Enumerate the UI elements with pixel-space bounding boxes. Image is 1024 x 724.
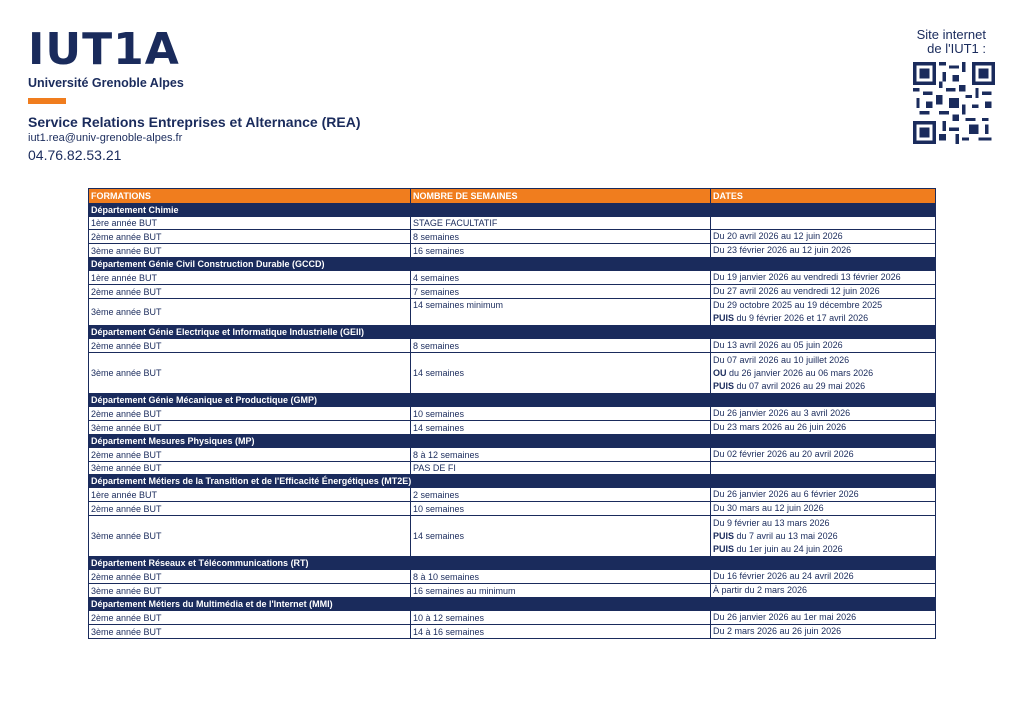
department-row xyxy=(89,475,936,488)
date-line xyxy=(713,380,933,393)
service-email[interactable]: iut1.rea@univ-grenoble-alpes.fr xyxy=(28,132,183,144)
date-text: Du 23 mars 2026 au 26 juin 2026 xyxy=(713,422,847,432)
table-row xyxy=(89,230,936,244)
dates-cell xyxy=(711,448,936,462)
department-name: Département Génie Civil Construction Durable (GCCD) xyxy=(89,258,936,271)
dates-cell xyxy=(711,462,936,475)
date-text: Du 2 mars 2026 au 26 juin 2026 xyxy=(713,626,842,636)
department-name: Département Métiers du Multimédia et de l'Internet (MMI) xyxy=(89,598,936,611)
formation-cell: 2ème année BUT xyxy=(89,230,411,244)
date-line xyxy=(713,285,933,298)
date-text: Du 27 avril 2026 au vendredi 12 juin 2026 xyxy=(713,286,880,296)
date-line xyxy=(713,625,933,638)
formation-cell: 2ème année BUT xyxy=(89,502,411,516)
formation-cell: 1ère année BUT xyxy=(89,217,411,230)
department-name: Département Génie Mécanique et Productique (GMP) xyxy=(89,394,936,407)
date-line xyxy=(713,312,933,325)
iut1-logo xyxy=(28,24,188,90)
date-line xyxy=(713,244,933,257)
service-title: Service Relations Entreprises et Alternance (REA) xyxy=(28,114,361,130)
weeks-cell: 16 semaines au minimum xyxy=(411,584,711,598)
table-row xyxy=(89,339,936,353)
date-text: À partir du 2 mars 2026 xyxy=(713,585,808,595)
department-row xyxy=(89,204,936,217)
formation-cell: 1ère année BUT xyxy=(89,488,411,502)
dates-cell xyxy=(711,339,936,353)
formation-cell: 3ème année BUT xyxy=(89,516,411,557)
weeks-cell: 14 semaines minimum xyxy=(411,299,711,326)
date-line xyxy=(713,611,933,624)
date-line xyxy=(713,407,933,420)
weeks-cell: 16 semaines xyxy=(411,244,711,258)
formation-cell: 3ème année BUT xyxy=(89,625,411,639)
table-row xyxy=(89,285,936,299)
date-text: du 7 avril au 13 mai 2026 xyxy=(734,530,838,541)
table-row xyxy=(89,244,936,258)
table-row xyxy=(89,570,936,584)
weeks-cell: 10 semaines xyxy=(411,407,711,421)
weeks-cell: 14 à 16 semaines xyxy=(411,625,711,639)
date-line xyxy=(713,367,933,380)
weeks-cell: 7 semaines xyxy=(411,285,711,299)
weeks-cell: 8 à 12 semaines xyxy=(411,448,711,462)
formation-cell: 3ème année BUT xyxy=(89,421,411,435)
dates-cell xyxy=(711,285,936,299)
logo-accent-bar xyxy=(28,98,66,104)
dates-cell xyxy=(711,611,936,625)
service-phone: 04.76.82.53.21 xyxy=(28,147,122,163)
department-row xyxy=(89,435,936,448)
weeks-cell: 8 semaines xyxy=(411,339,711,353)
table-row xyxy=(89,271,936,285)
weeks-cell: 4 semaines xyxy=(411,271,711,285)
table-row xyxy=(89,217,936,230)
table-body xyxy=(89,204,936,639)
weeks-cell: 14 semaines xyxy=(411,353,711,394)
formation-cell: 2ème année BUT xyxy=(89,407,411,421)
formation-cell: 2ème année BUT xyxy=(89,611,411,625)
date-line xyxy=(713,299,933,312)
table-row xyxy=(89,488,936,502)
date-line xyxy=(713,448,933,461)
dates-cell xyxy=(711,353,936,394)
formation-cell: 3ème année BUT xyxy=(89,462,411,475)
formation-cell: 3ème année BUT xyxy=(89,584,411,598)
date-text: Du 02 février 2026 au 20 avril 2026 xyxy=(713,449,854,459)
department-name: Département Métiers de la Transition et de l'Efficacité Énergétiques (MT2E) xyxy=(89,475,936,488)
date-text: Du 26 janvier 2026 au 6 février 2026 xyxy=(713,489,859,499)
date-line xyxy=(713,502,933,515)
weeks-cell: PAS DE FI xyxy=(411,462,711,475)
formation-cell: 2ème année BUT xyxy=(89,448,411,462)
department-row xyxy=(89,258,936,271)
dates-cell xyxy=(711,421,936,435)
department-name: Département Génie Electrique et Informatique Industrielle (GEII) xyxy=(89,326,936,339)
date-text: Du 16 février 2026 au 24 avril 2026 xyxy=(713,571,854,581)
date-text: du 9 février 2026 et 17 avril 2026 xyxy=(734,313,869,323)
logo-university: Université Grenoble Alpes xyxy=(28,76,184,90)
date-text: du 07 avril 2026 au 29 mai 2026 xyxy=(734,380,866,391)
date-text: Du 19 janvier 2026 au vendredi 13 février 2026 xyxy=(713,272,901,282)
formation-cell: 2ème année BUT xyxy=(89,570,411,584)
date-text: Du 9 février au 13 mars 2026 xyxy=(713,517,830,528)
table-row xyxy=(89,584,936,598)
qr-code-icon[interactable] xyxy=(913,62,995,144)
dates-cell xyxy=(711,217,936,230)
formation-cell: 3ème année BUT xyxy=(89,353,411,394)
table-row xyxy=(89,611,936,625)
date-line xyxy=(713,230,933,243)
weeks-cell: 14 semaines xyxy=(411,516,711,557)
logo-wordmark: IUT1A xyxy=(28,24,180,75)
formation-cell: 1ère année BUT xyxy=(89,271,411,285)
table-row xyxy=(89,353,936,394)
date-line xyxy=(713,488,933,501)
date-text: du 26 janvier 2026 au 06 mars 2026 xyxy=(726,367,874,378)
date-line xyxy=(713,543,933,556)
dates-cell xyxy=(711,516,936,557)
table-row xyxy=(89,448,936,462)
date-text: Du 30 mars au 12 juin 2026 xyxy=(713,503,824,513)
date-line xyxy=(713,517,933,530)
table-row xyxy=(89,502,936,516)
internship-schedule-table xyxy=(88,188,936,639)
date-line xyxy=(713,570,933,583)
department-name: Département Mesures Physiques (MP) xyxy=(89,435,936,448)
table-row xyxy=(89,462,936,475)
formation-cell: 3ème année BUT xyxy=(89,244,411,258)
formation-cell: 2ème année BUT xyxy=(89,285,411,299)
date-line xyxy=(713,339,933,352)
dates-cell xyxy=(711,570,936,584)
weeks-cell: 2 semaines xyxy=(411,488,711,502)
date-keyword: OU xyxy=(713,367,727,378)
dates-cell xyxy=(711,271,936,285)
date-keyword: PUIS xyxy=(713,313,735,323)
table-row xyxy=(89,516,936,557)
weeks-cell: 8 semaines xyxy=(411,230,711,244)
date-keyword: PUIS xyxy=(713,530,735,541)
department-name: Département Chimie xyxy=(89,204,936,217)
formation-cell: 2ème année BUT xyxy=(89,339,411,353)
site-label-line-2: de l'IUT1 : xyxy=(927,41,986,56)
table-header-row xyxy=(89,189,936,204)
site-label xyxy=(876,28,986,56)
column-header: DATES xyxy=(711,189,936,204)
table-row xyxy=(89,421,936,435)
site-label-line-1: Site internet xyxy=(916,27,986,42)
date-keyword: PUIS xyxy=(713,543,735,554)
weeks-cell: 14 semaines xyxy=(411,421,711,435)
weeks-cell: STAGE FACULTATIF xyxy=(411,217,711,230)
formation-cell: 3ème année BUT xyxy=(89,299,411,326)
dates-cell xyxy=(711,502,936,516)
date-line xyxy=(713,530,933,543)
department-name: Département Réseaux et Télécommunications (RT) xyxy=(89,557,936,570)
dates-cell xyxy=(711,584,936,598)
date-text: Du 20 avril 2026 au 12 juin 2026 xyxy=(713,231,843,241)
date-text: du 1er juin au 24 juin 2026 xyxy=(734,543,843,554)
dates-cell xyxy=(711,244,936,258)
dates-cell xyxy=(711,407,936,421)
table-row xyxy=(89,625,936,639)
date-text: Du 29 octobre 2025 au 19 décembre 2025 xyxy=(713,300,883,310)
table-row xyxy=(89,407,936,421)
department-row xyxy=(89,394,936,407)
department-row xyxy=(89,557,936,570)
date-line xyxy=(713,354,933,367)
date-text: Du 26 janvier 2026 au 3 avril 2026 xyxy=(713,408,851,418)
column-header: FORMATIONS xyxy=(89,189,411,204)
weeks-cell: 8 à 10 semaines xyxy=(411,570,711,584)
date-text: Du 26 janvier 2026 au 1er mai 2026 xyxy=(713,612,857,622)
date-keyword: PUIS xyxy=(713,380,735,391)
date-line xyxy=(713,271,933,284)
dates-cell xyxy=(711,625,936,639)
date-line xyxy=(713,421,933,434)
dates-cell xyxy=(711,299,936,326)
date-text: Du 13 avril 2026 au 05 juin 2026 xyxy=(713,340,843,350)
dates-cell xyxy=(711,488,936,502)
weeks-cell: 10 semaines xyxy=(411,502,711,516)
date-line xyxy=(713,584,933,597)
department-row xyxy=(89,598,936,611)
date-text: Du 23 février 2026 au 12 juin 2026 xyxy=(713,245,852,255)
weeks-cell: 10 à 12 semaines xyxy=(411,611,711,625)
department-row xyxy=(89,326,936,339)
table-row xyxy=(89,299,936,326)
column-header: NOMBRE DE SEMAINES xyxy=(411,189,711,204)
dates-cell xyxy=(711,230,936,244)
date-text: Du 07 avril 2026 au 10 juillet 2026 xyxy=(713,354,850,365)
